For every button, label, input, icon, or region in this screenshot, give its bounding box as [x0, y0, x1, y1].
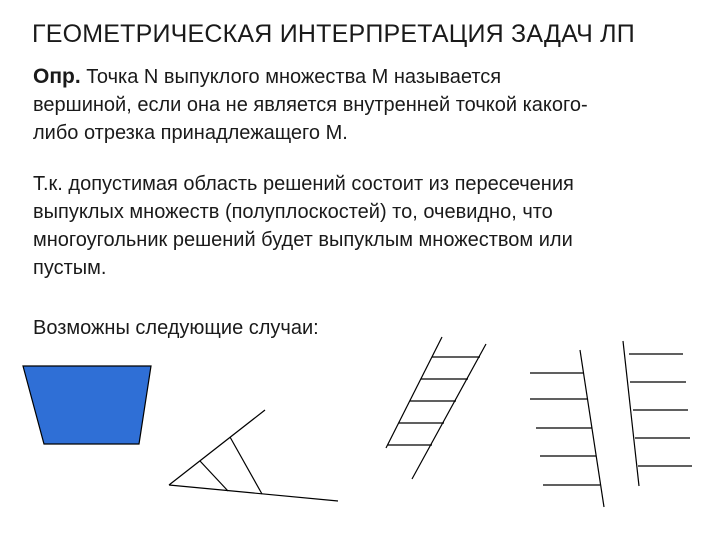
cases-intro: Возможны следующие случаи:	[33, 317, 319, 339]
angle-hatch-2	[230, 437, 262, 494]
angle-ray-lower	[169, 485, 338, 501]
definition-term: Опр.	[33, 65, 81, 88]
angle-hatch-1	[200, 461, 228, 491]
slide-title: ГЕОМЕТРИЧЕСКАЯ ИНТЕРПРЕТАЦИЯ ЗАДАЧ ЛП	[32, 20, 635, 48]
explanation-line-1: Т.к. допустимая область решений состоит из пересечения	[33, 173, 574, 195]
diagonal-strip-figure	[386, 337, 486, 479]
explanation-line-2: выпуклых множеств (полуплоскостей) то, очевидно, что	[33, 201, 553, 223]
strip-left-edge	[386, 337, 442, 448]
explanation-line-4: пустым.	[33, 257, 107, 279]
definition-text-1: Точка N выпуклого множества M называется	[86, 66, 502, 88]
angle-region-figure	[169, 410, 338, 501]
explanation-line-3: многоугольник решений будет выпуклым множеством или	[33, 229, 573, 251]
definition-line-2: вершиной, если она не является внутренней точкой какого-	[33, 94, 588, 116]
vertical-lines-figure	[530, 341, 692, 507]
definition-line-3: либо отрезка принадлежащего M.	[33, 122, 348, 144]
vertical-line-right	[623, 341, 639, 486]
trapezoid-shape	[23, 366, 151, 444]
strip-right-edge	[412, 344, 486, 479]
